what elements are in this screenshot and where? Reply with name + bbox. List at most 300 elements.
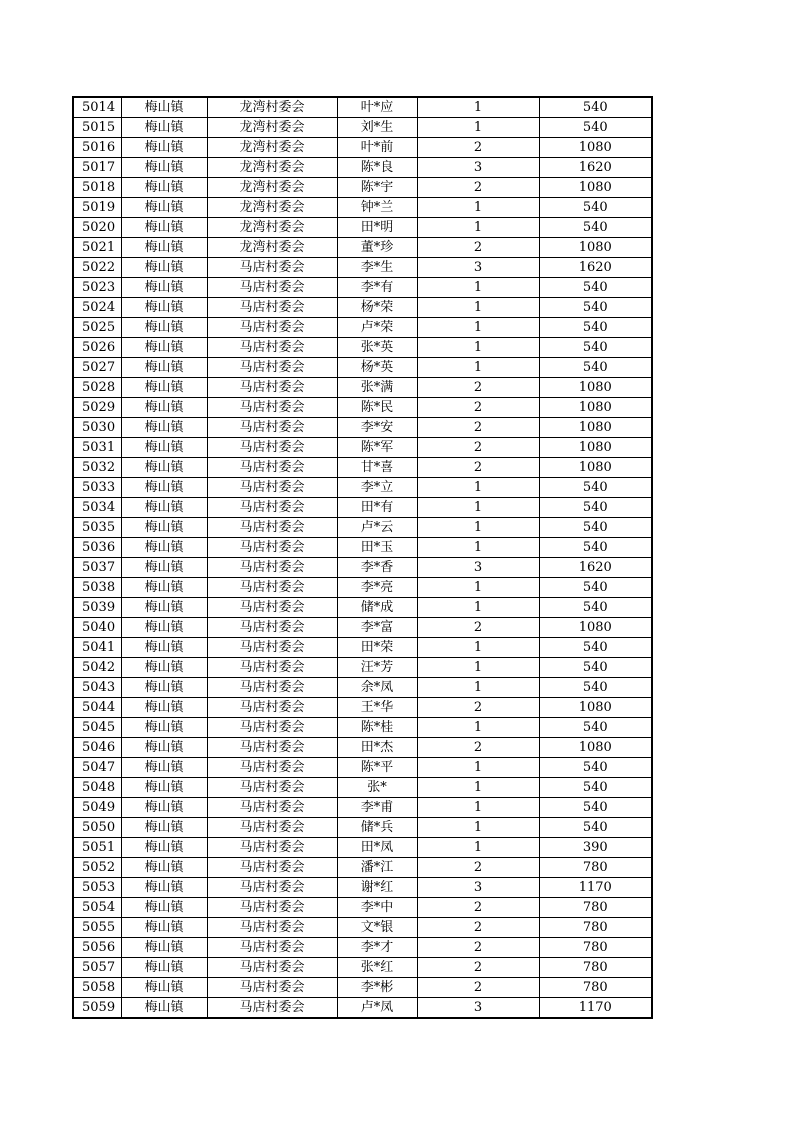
- table-row: [73, 518, 652, 538]
- amount-cell: 540: [539, 298, 652, 318]
- row-id-cell: 5031: [73, 438, 121, 458]
- count-cell: 1: [417, 498, 539, 518]
- row-id-cell: 5050: [73, 818, 121, 838]
- town-cell: 梅山镇: [121, 998, 207, 1019]
- count-cell: 1: [417, 598, 539, 618]
- name-cell: 叶*前: [337, 138, 417, 158]
- count-cell: 1: [417, 758, 539, 778]
- table-row: [73, 298, 652, 318]
- town-cell: 梅山镇: [121, 298, 207, 318]
- row-id-cell: 5020: [73, 218, 121, 238]
- town-cell: 梅山镇: [121, 158, 207, 178]
- table-row: [73, 258, 652, 278]
- row-id-cell: 5030: [73, 418, 121, 438]
- amount-cell: 540: [539, 758, 652, 778]
- amount-cell: 540: [539, 278, 652, 298]
- town-cell: 梅山镇: [121, 958, 207, 978]
- amount-cell: 780: [539, 898, 652, 918]
- amount-cell: 1080: [539, 238, 652, 258]
- row-id-cell: 5018: [73, 178, 121, 198]
- table-row: [73, 978, 652, 998]
- amount-cell: 540: [539, 118, 652, 138]
- count-cell: 1: [417, 658, 539, 678]
- table-row: [73, 118, 652, 138]
- table-row: [73, 638, 652, 658]
- count-cell: 2: [417, 398, 539, 418]
- village-cell: 马店村委会: [207, 358, 337, 378]
- count-cell: 3: [417, 258, 539, 278]
- village-cell: 龙湾村委会: [207, 218, 337, 238]
- town-cell: 梅山镇: [121, 258, 207, 278]
- count-cell: 2: [417, 458, 539, 478]
- name-cell: 储*兵: [337, 818, 417, 838]
- village-cell: 马店村委会: [207, 678, 337, 698]
- village-cell: 马店村委会: [207, 838, 337, 858]
- name-cell: 田*玉: [337, 538, 417, 558]
- row-id-cell: 5039: [73, 598, 121, 618]
- count-cell: 1: [417, 218, 539, 238]
- table-row: [73, 578, 652, 598]
- table-row: [73, 438, 652, 458]
- row-id-cell: 5024: [73, 298, 121, 318]
- amount-cell: 540: [539, 518, 652, 538]
- name-cell: 王*华: [337, 698, 417, 718]
- town-cell: 梅山镇: [121, 658, 207, 678]
- name-cell: 陈*良: [337, 158, 417, 178]
- town-cell: 梅山镇: [121, 698, 207, 718]
- village-cell: 马店村委会: [207, 798, 337, 818]
- name-cell: 李*甫: [337, 798, 417, 818]
- row-id-cell: 5058: [73, 978, 121, 998]
- table-row: [73, 478, 652, 498]
- town-cell: 梅山镇: [121, 278, 207, 298]
- town-cell: 梅山镇: [121, 858, 207, 878]
- count-cell: 1: [417, 538, 539, 558]
- name-cell: 李*亮: [337, 578, 417, 598]
- name-cell: 陈*民: [337, 398, 417, 418]
- table-row: [73, 878, 652, 898]
- village-cell: 马店村委会: [207, 718, 337, 738]
- count-cell: 1: [417, 818, 539, 838]
- row-id-cell: 5014: [73, 97, 121, 118]
- row-id-cell: 5038: [73, 578, 121, 598]
- name-cell: 李*立: [337, 478, 417, 498]
- count-cell: 1: [417, 718, 539, 738]
- village-cell: 马店村委会: [207, 278, 337, 298]
- table-row: [73, 278, 652, 298]
- table-row: [73, 138, 652, 158]
- village-cell: 马店村委会: [207, 438, 337, 458]
- town-cell: 梅山镇: [121, 458, 207, 478]
- name-cell: 陈*宇: [337, 178, 417, 198]
- amount-cell: 1080: [539, 178, 652, 198]
- village-cell: 马店村委会: [207, 818, 337, 838]
- table-row: [73, 738, 652, 758]
- name-cell: 叶*应: [337, 97, 417, 118]
- name-cell: 刘*生: [337, 118, 417, 138]
- name-cell: 卢*凤: [337, 998, 417, 1019]
- table-row: [73, 838, 652, 858]
- row-id-cell: 5057: [73, 958, 121, 978]
- amount-cell: 540: [539, 498, 652, 518]
- town-cell: 梅山镇: [121, 818, 207, 838]
- row-id-cell: 5033: [73, 478, 121, 498]
- village-cell: 马店村委会: [207, 738, 337, 758]
- town-cell: 梅山镇: [121, 878, 207, 898]
- village-cell: 马店村委会: [207, 758, 337, 778]
- town-cell: 梅山镇: [121, 218, 207, 238]
- village-cell: 马店村委会: [207, 518, 337, 538]
- row-id-cell: 5040: [73, 618, 121, 638]
- row-id-cell: 5037: [73, 558, 121, 578]
- row-id-cell: 5049: [73, 798, 121, 818]
- amount-cell: 540: [539, 218, 652, 238]
- name-cell: 杨*英: [337, 358, 417, 378]
- amount-cell: 780: [539, 858, 652, 878]
- village-cell: 龙湾村委会: [207, 138, 337, 158]
- amount-cell: 780: [539, 918, 652, 938]
- amount-cell: 540: [539, 538, 652, 558]
- count-cell: 2: [417, 858, 539, 878]
- table-row: [73, 418, 652, 438]
- count-cell: 1: [417, 358, 539, 378]
- village-cell: 马店村委会: [207, 258, 337, 278]
- name-cell: 汪*芳: [337, 658, 417, 678]
- table-row: [73, 938, 652, 958]
- village-cell: 马店村委会: [207, 498, 337, 518]
- town-cell: 梅山镇: [121, 438, 207, 458]
- amount-cell: 1080: [539, 438, 652, 458]
- town-cell: 梅山镇: [121, 838, 207, 858]
- town-cell: 梅山镇: [121, 938, 207, 958]
- count-cell: 1: [417, 478, 539, 498]
- row-id-cell: 5035: [73, 518, 121, 538]
- village-cell: 马店村委会: [207, 858, 337, 878]
- amount-cell: 1620: [539, 558, 652, 578]
- row-id-cell: 5015: [73, 118, 121, 138]
- amount-cell: 540: [539, 318, 652, 338]
- count-cell: 1: [417, 278, 539, 298]
- amount-cell: 540: [539, 478, 652, 498]
- town-cell: 梅山镇: [121, 718, 207, 738]
- count-cell: 2: [417, 418, 539, 438]
- village-cell: 马店村委会: [207, 778, 337, 798]
- amount-cell: 1080: [539, 138, 652, 158]
- village-cell: 马店村委会: [207, 898, 337, 918]
- name-cell: 李*香: [337, 558, 417, 578]
- town-cell: 梅山镇: [121, 478, 207, 498]
- village-cell: 马店村委会: [207, 918, 337, 938]
- village-cell: 马店村委会: [207, 558, 337, 578]
- count-cell: 2: [417, 138, 539, 158]
- amount-cell: 1620: [539, 258, 652, 278]
- village-cell: 马店村委会: [207, 618, 337, 638]
- amount-cell: 390: [539, 838, 652, 858]
- name-cell: 田*荣: [337, 638, 417, 658]
- count-cell: 3: [417, 558, 539, 578]
- amount-cell: 540: [539, 778, 652, 798]
- name-cell: 李*生: [337, 258, 417, 278]
- name-cell: 甘*喜: [337, 458, 417, 478]
- amount-cell: 540: [539, 798, 652, 818]
- name-cell: 田*有: [337, 498, 417, 518]
- amount-cell: 1080: [539, 738, 652, 758]
- village-cell: 马店村委会: [207, 658, 337, 678]
- village-cell: 马店村委会: [207, 418, 337, 438]
- count-cell: 1: [417, 518, 539, 538]
- amount-cell: 540: [539, 198, 652, 218]
- village-cell: 龙湾村委会: [207, 198, 337, 218]
- row-id-cell: 5028: [73, 378, 121, 398]
- count-cell: 1: [417, 97, 539, 118]
- count-cell: 2: [417, 438, 539, 458]
- town-cell: 梅山镇: [121, 558, 207, 578]
- town-cell: 梅山镇: [121, 138, 207, 158]
- table-row: [73, 218, 652, 238]
- name-cell: 钟*兰: [337, 198, 417, 218]
- amount-cell: 540: [539, 338, 652, 358]
- amount-cell: 1080: [539, 398, 652, 418]
- table-row: [73, 818, 652, 838]
- table-row: [73, 598, 652, 618]
- count-cell: 1: [417, 678, 539, 698]
- count-cell: 2: [417, 378, 539, 398]
- village-cell: 马店村委会: [207, 938, 337, 958]
- town-cell: 梅山镇: [121, 898, 207, 918]
- table-row: [73, 678, 652, 698]
- name-cell: 卢*荣: [337, 318, 417, 338]
- count-cell: 3: [417, 998, 539, 1019]
- town-cell: 梅山镇: [121, 178, 207, 198]
- count-cell: 2: [417, 918, 539, 938]
- row-id-cell: 5029: [73, 398, 121, 418]
- amount-cell: 1080: [539, 618, 652, 638]
- town-cell: 梅山镇: [121, 678, 207, 698]
- table-row: [73, 758, 652, 778]
- town-cell: 梅山镇: [121, 118, 207, 138]
- table-row: [73, 398, 652, 418]
- row-id-cell: 5055: [73, 918, 121, 938]
- name-cell: 文*银: [337, 918, 417, 938]
- table-row: [73, 338, 652, 358]
- row-id-cell: 5019: [73, 198, 121, 218]
- table-row: [73, 958, 652, 978]
- table-row: [73, 97, 652, 118]
- name-cell: 张*满: [337, 378, 417, 398]
- count-cell: 1: [417, 798, 539, 818]
- count-cell: 1: [417, 338, 539, 358]
- village-cell: 龙湾村委会: [207, 158, 337, 178]
- name-cell: 陈*平: [337, 758, 417, 778]
- name-cell: 董*珍: [337, 238, 417, 258]
- table-row: [73, 858, 652, 878]
- name-cell: 张*英: [337, 338, 417, 358]
- count-cell: 1: [417, 578, 539, 598]
- amount-cell: 1620: [539, 158, 652, 178]
- amount-cell: 540: [539, 718, 652, 738]
- village-cell: 马店村委会: [207, 978, 337, 998]
- table-row: [73, 718, 652, 738]
- amount-cell: 1080: [539, 458, 652, 478]
- row-id-cell: 5044: [73, 698, 121, 718]
- name-cell: 李*彬: [337, 978, 417, 998]
- row-id-cell: 5051: [73, 838, 121, 858]
- row-id-cell: 5047: [73, 758, 121, 778]
- name-cell: 田*凤: [337, 838, 417, 858]
- count-cell: 3: [417, 158, 539, 178]
- village-cell: 马店村委会: [207, 598, 337, 618]
- town-cell: 梅山镇: [121, 618, 207, 638]
- table-row: [73, 898, 652, 918]
- name-cell: 李*中: [337, 898, 417, 918]
- town-cell: 梅山镇: [121, 738, 207, 758]
- table-row: [73, 158, 652, 178]
- table-row: [73, 778, 652, 798]
- name-cell: 李*有: [337, 278, 417, 298]
- village-cell: 马店村委会: [207, 338, 337, 358]
- town-cell: 梅山镇: [121, 238, 207, 258]
- name-cell: 潘*江: [337, 858, 417, 878]
- row-id-cell: 5017: [73, 158, 121, 178]
- town-cell: 梅山镇: [121, 978, 207, 998]
- table-row: [73, 498, 652, 518]
- amount-cell: 540: [539, 578, 652, 598]
- town-cell: 梅山镇: [121, 778, 207, 798]
- village-cell: 马店村委会: [207, 398, 337, 418]
- village-cell: 马店村委会: [207, 318, 337, 338]
- name-cell: 陈*军: [337, 438, 417, 458]
- row-id-cell: 5016: [73, 138, 121, 158]
- town-cell: 梅山镇: [121, 758, 207, 778]
- name-cell: 张*: [337, 778, 417, 798]
- table-row: [73, 378, 652, 398]
- count-cell: 3: [417, 878, 539, 898]
- count-cell: 2: [417, 938, 539, 958]
- village-cell: 马店村委会: [207, 698, 337, 718]
- amount-cell: 540: [539, 97, 652, 118]
- row-id-cell: 5041: [73, 638, 121, 658]
- name-cell: 杨*荣: [337, 298, 417, 318]
- village-cell: 龙湾村委会: [207, 238, 337, 258]
- village-cell: 马店村委会: [207, 638, 337, 658]
- table-row: [73, 798, 652, 818]
- village-cell: 马店村委会: [207, 298, 337, 318]
- count-cell: 1: [417, 298, 539, 318]
- town-cell: 梅山镇: [121, 578, 207, 598]
- name-cell: 田*明: [337, 218, 417, 238]
- row-id-cell: 5048: [73, 778, 121, 798]
- village-cell: 马店村委会: [207, 998, 337, 1019]
- town-cell: 梅山镇: [121, 398, 207, 418]
- town-cell: 梅山镇: [121, 598, 207, 618]
- village-cell: 马店村委会: [207, 478, 337, 498]
- town-cell: 梅山镇: [121, 378, 207, 398]
- name-cell: 陈*桂: [337, 718, 417, 738]
- table-row: [73, 318, 652, 338]
- table-row: [73, 658, 652, 678]
- count-cell: 1: [417, 198, 539, 218]
- village-cell: 龙湾村委会: [207, 118, 337, 138]
- count-cell: 1: [417, 638, 539, 658]
- town-cell: 梅山镇: [121, 358, 207, 378]
- data-table: [72, 96, 653, 1019]
- table-body: [73, 97, 652, 1018]
- amount-cell: 780: [539, 938, 652, 958]
- name-cell: 李*富: [337, 618, 417, 638]
- amount-cell: 1170: [539, 998, 652, 1019]
- name-cell: 谢*红: [337, 878, 417, 898]
- table-row: [73, 198, 652, 218]
- count-cell: 2: [417, 238, 539, 258]
- table-row: [73, 558, 652, 578]
- village-cell: 马店村委会: [207, 458, 337, 478]
- table-row: [73, 238, 652, 258]
- row-id-cell: 5034: [73, 498, 121, 518]
- town-cell: 梅山镇: [121, 198, 207, 218]
- row-id-cell: 5036: [73, 538, 121, 558]
- count-cell: 2: [417, 958, 539, 978]
- row-id-cell: 5026: [73, 338, 121, 358]
- town-cell: 梅山镇: [121, 638, 207, 658]
- village-cell: 龙湾村委会: [207, 178, 337, 198]
- row-id-cell: 5027: [73, 358, 121, 378]
- count-cell: 2: [417, 898, 539, 918]
- row-id-cell: 5056: [73, 938, 121, 958]
- count-cell: 1: [417, 778, 539, 798]
- town-cell: 梅山镇: [121, 518, 207, 538]
- count-cell: 1: [417, 118, 539, 138]
- name-cell: 卢*云: [337, 518, 417, 538]
- village-cell: 马店村委会: [207, 578, 337, 598]
- town-cell: 梅山镇: [121, 318, 207, 338]
- town-cell: 梅山镇: [121, 498, 207, 518]
- village-cell: 马店村委会: [207, 878, 337, 898]
- town-cell: 梅山镇: [121, 918, 207, 938]
- table-row: [73, 178, 652, 198]
- village-cell: 马店村委会: [207, 958, 337, 978]
- row-id-cell: 5052: [73, 858, 121, 878]
- amount-cell: 1170: [539, 878, 652, 898]
- table-row: [73, 358, 652, 378]
- town-cell: 梅山镇: [121, 338, 207, 358]
- name-cell: 张*红: [337, 958, 417, 978]
- name-cell: 李*安: [337, 418, 417, 438]
- town-cell: 梅山镇: [121, 97, 207, 118]
- count-cell: 2: [417, 738, 539, 758]
- village-cell: 马店村委会: [207, 378, 337, 398]
- row-id-cell: 5042: [73, 658, 121, 678]
- count-cell: 2: [417, 978, 539, 998]
- count-cell: 1: [417, 318, 539, 338]
- row-id-cell: 5045: [73, 718, 121, 738]
- row-id-cell: 5046: [73, 738, 121, 758]
- table-row: [73, 538, 652, 558]
- count-cell: 2: [417, 618, 539, 638]
- table-row: [73, 458, 652, 478]
- row-id-cell: 5054: [73, 898, 121, 918]
- amount-cell: 540: [539, 358, 652, 378]
- town-cell: 梅山镇: [121, 538, 207, 558]
- row-id-cell: 5025: [73, 318, 121, 338]
- count-cell: 1: [417, 838, 539, 858]
- row-id-cell: 5023: [73, 278, 121, 298]
- table-row: [73, 998, 652, 1019]
- row-id-cell: 5053: [73, 878, 121, 898]
- amount-cell: 780: [539, 978, 652, 998]
- amount-cell: 540: [539, 678, 652, 698]
- name-cell: 李*才: [337, 938, 417, 958]
- amount-cell: 1080: [539, 378, 652, 398]
